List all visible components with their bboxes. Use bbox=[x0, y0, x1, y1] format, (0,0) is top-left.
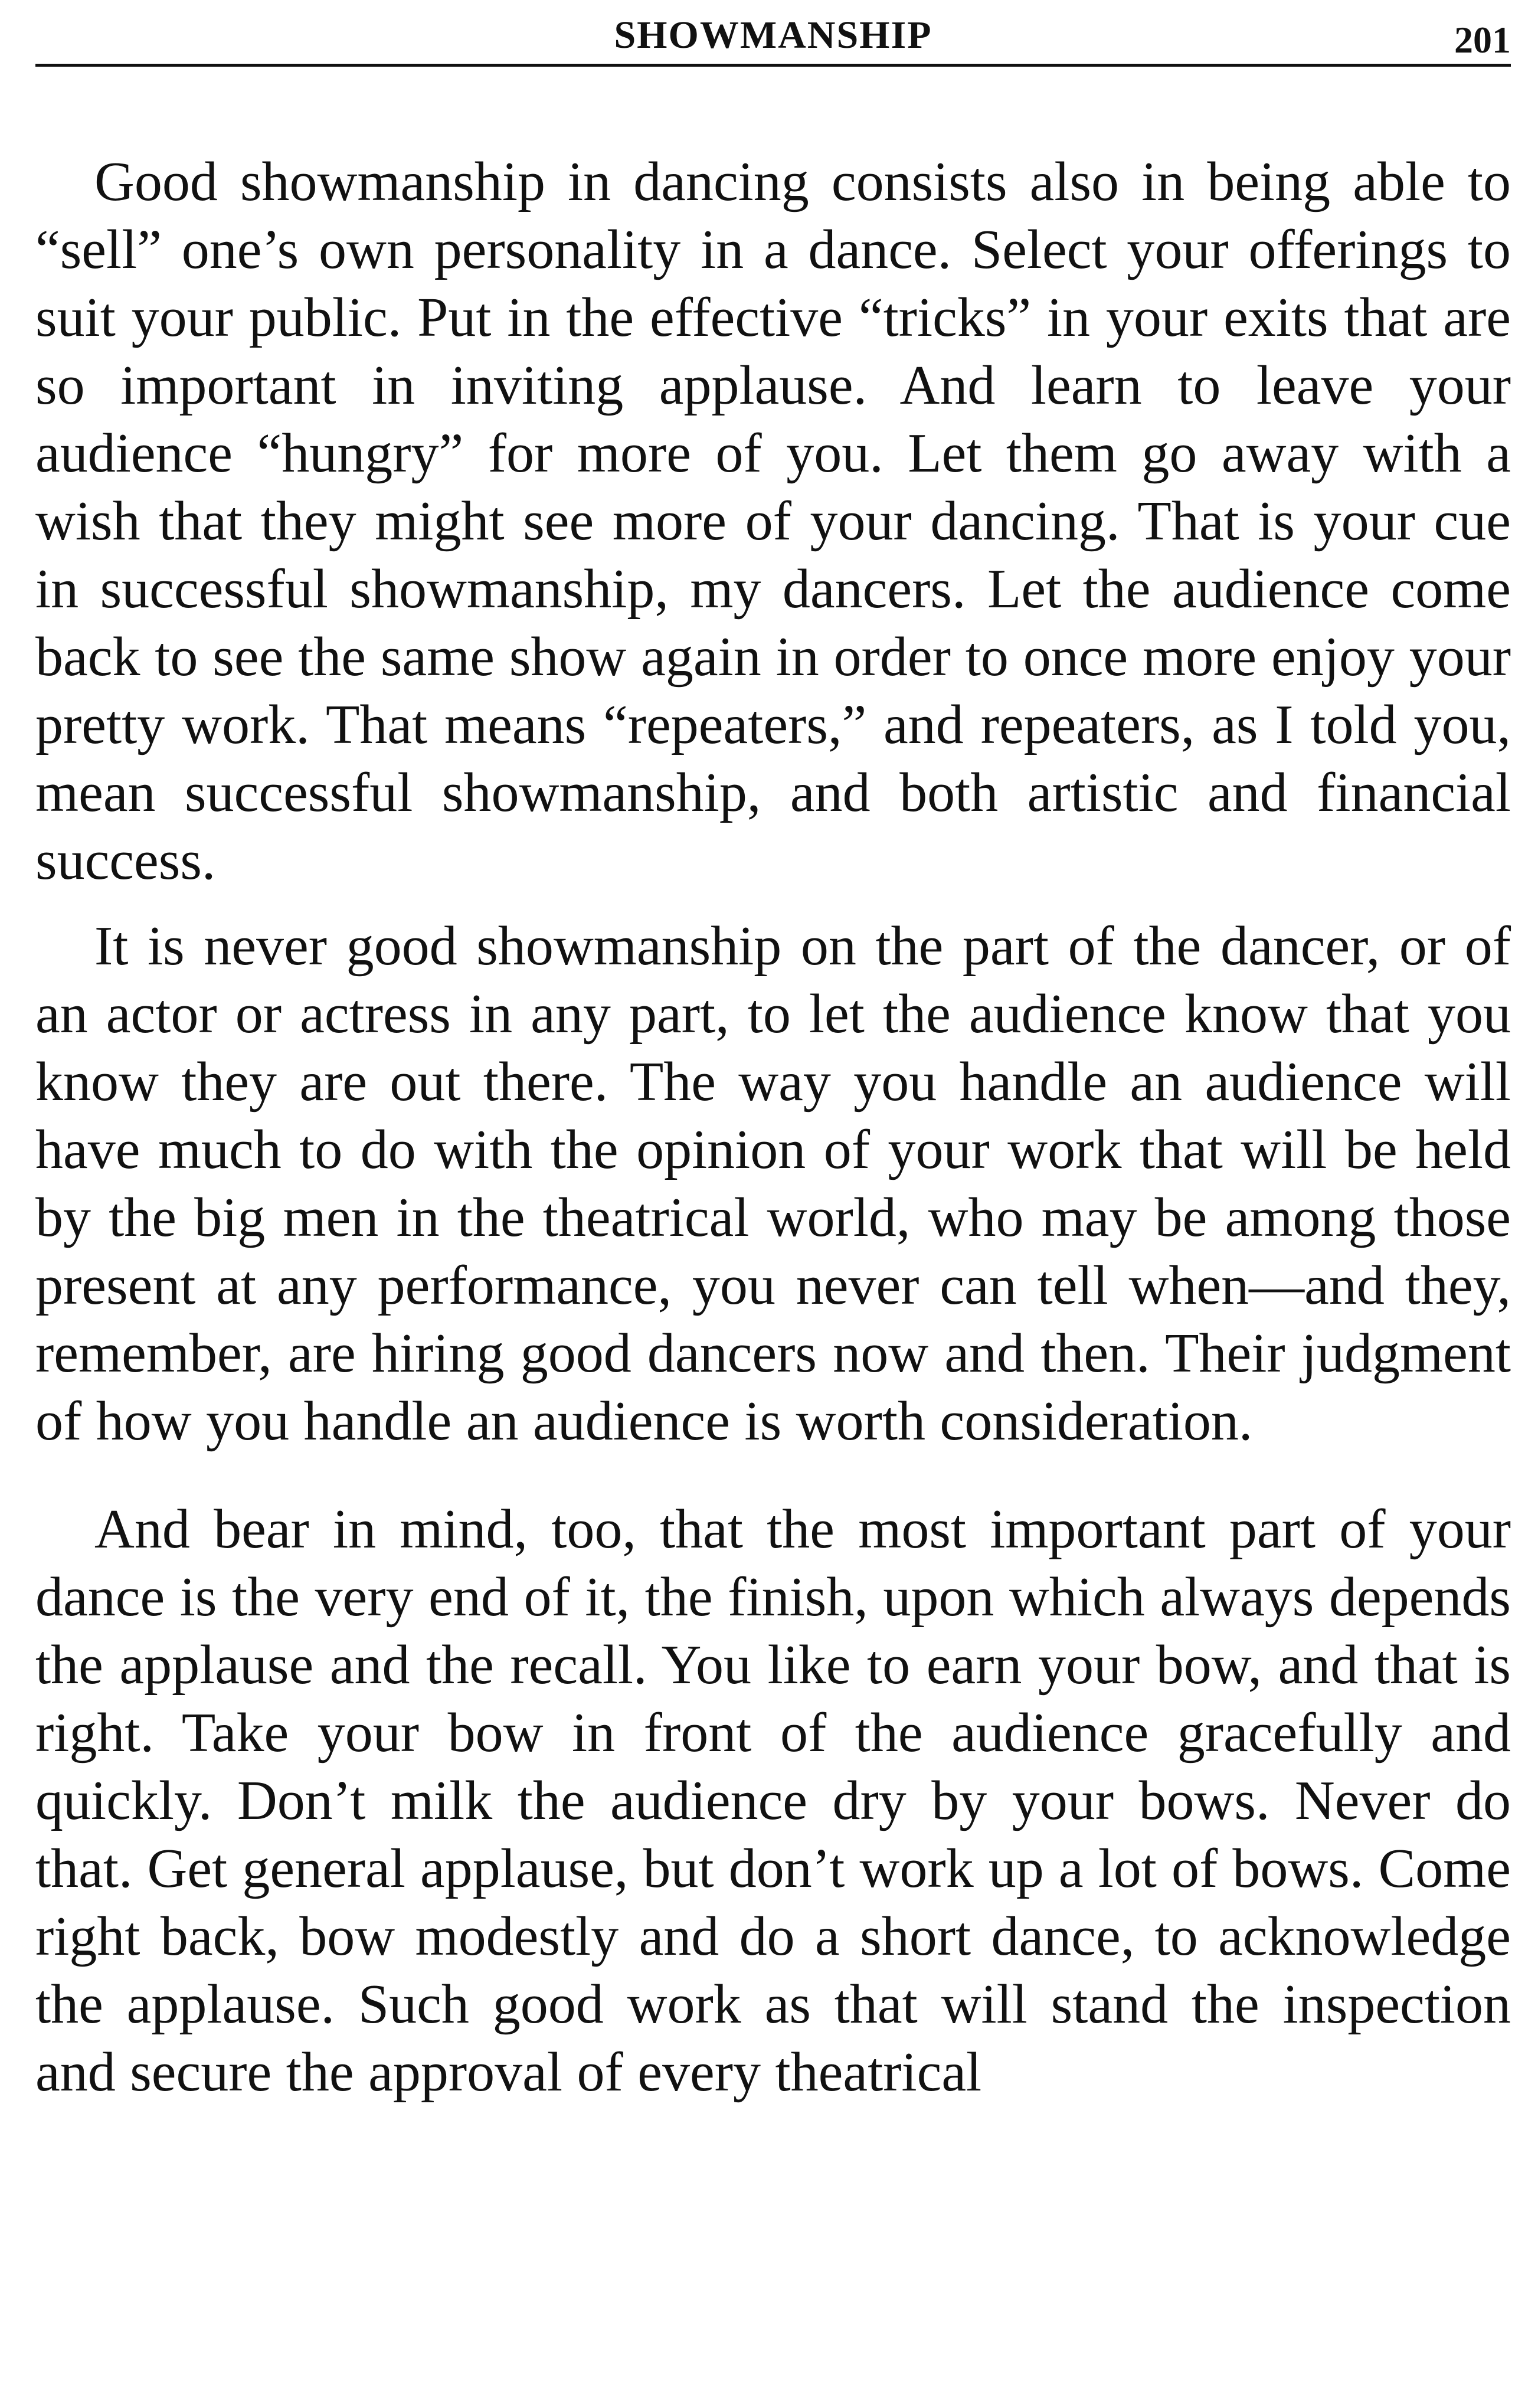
paragraph-3: And bear in mind, too, that the most important part of your dance is the very end of it, the finish, upon which always depends the applause and the recall. You like to earn your bow, and that is right. Take your bow in front of the audience gracefully and quickly. Don’t milk the audience dry by your bows. Never do that. Get general applause, but don’t work up a lot of bows. Come right back, bow modestly and do a short dance, to acknowledge the applause. Such good work as that will stand the inspection and secure the approval of every theatrical bbox=[35, 1499, 1511, 2103]
running-title: SHOWMANSHIP bbox=[614, 14, 932, 57]
page-number: 201 bbox=[1454, 19, 1511, 61]
book-page bbox=[35, 12, 1511, 2124]
running-head bbox=[35, 12, 1511, 67]
paragraph-1: Good showmanship in dancing consists also in being able to “sell” one’s own personality in a dance. Select your offerings to suit your public. Put in the effective “tricks” in your exits that are so important in inviting applause. And learn to leave your audience “hungry” for more of you. Let them go away with a wish that they might see more of your dancing. That is your cue in successful showmanship, my dancers. Let the audience come back to see the same show again in order to once more enjoy your pretty work. That means “repeaters,” and repeaters, as I told you, mean successful showmanship, and both artistic and financial success. bbox=[35, 151, 1511, 891]
body-text bbox=[35, 148, 1511, 2106]
paragraph-2: It is never good showmanship on the part of the dancer, or of an actor or actress in any part, to let the audience know that you know they are out there. The way you handle an audience will have much to do with the opinion of your work that will be held by the big men in the theatrical world, who may be among those present at any performance, you never can tell when—and they, remember, are hiring good dancers now and then. Their judgment of how you handle an audience is worth consideration. bbox=[35, 915, 1511, 1452]
